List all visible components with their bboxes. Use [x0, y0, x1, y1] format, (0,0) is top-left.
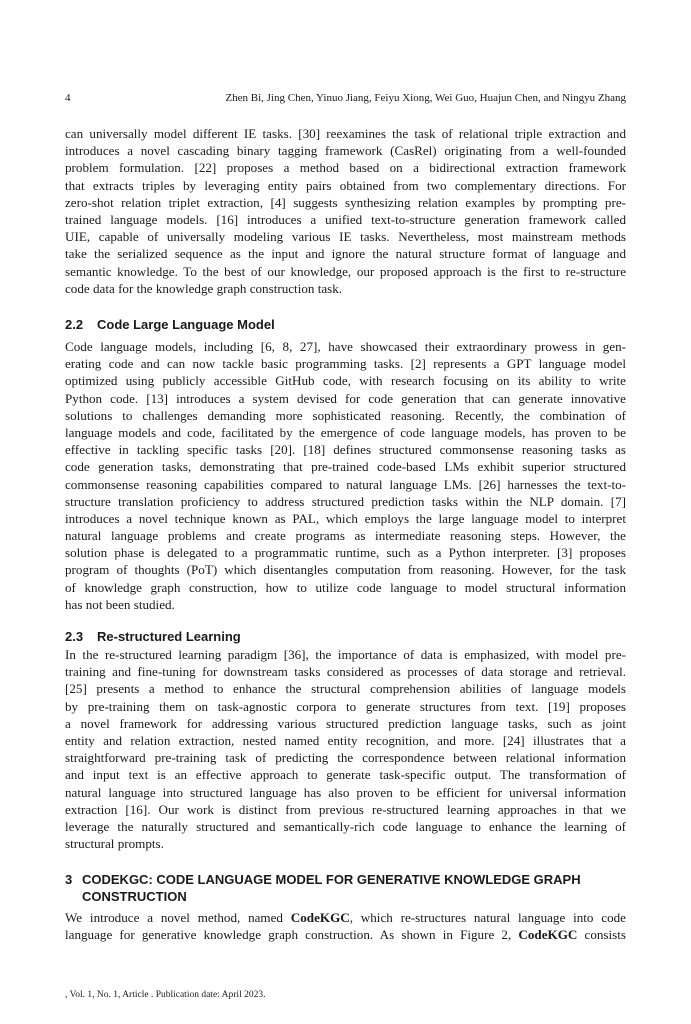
text-line: code generation tasks, demonstrating that pre-trained code-based LMs exhibit superior structured [65, 459, 626, 475]
text-line: training and fine-tuning for downstream tasks considered as processes of data storage and retrieval. [65, 664, 626, 680]
text-line: In the re-structured learning paradigm [36], the importance of data is emphasized, with model pre- [65, 647, 626, 662]
section-title: Re-structured Learning [97, 629, 241, 644]
paragraph-ie-methods [65, 125, 626, 297]
section-number: 2.3 [65, 629, 84, 644]
text-line: erating code and can now tackle basic programming tasks. [2] represents a GPT language model [65, 356, 626, 372]
section-number: 3 [65, 872, 73, 887]
text-line: semantic knowledge. To the best of our knowledge, our proposed approach is the first to re-structure [65, 263, 626, 279]
section-heading-2-3 [65, 628, 241, 645]
text-line: effective in tackling specific tasks [20]. [18] defines structured commonsense reasoning tasks as [65, 442, 626, 458]
text-line: has not been studied. [65, 596, 175, 612]
section-title-line-1: CODEKGC: CODE LANGUAGE MODEL FOR GENERATIVE KNOWLEDGE GRAPH [82, 872, 581, 887]
text-line: a novel framework for addressing various structured prediction language tasks, such as joint [65, 715, 626, 731]
paragraph-code-llm [65, 338, 626, 613]
method-name: CodeKGC [518, 927, 578, 943]
text-line: zero-shot relation triplet extraction, [4] suggests synthesizing relation examples by prompting pre- [65, 194, 626, 210]
section-title-line-2: CONSTRUCTION [82, 889, 187, 904]
text-line: solutions to challenges demanding more sophisticated reasoning. Recently, the combination of [65, 407, 626, 423]
paragraph-codekgc-intro [65, 909, 626, 943]
text-line: Code language models, including [6, 8, 27], have showcased their extraordinary prowess in gen- [65, 339, 626, 354]
text-line: structure translation proficiency to address structured prediction tasks within the NLP domain. [7] [65, 493, 626, 509]
method-name: CodeKGC [290, 910, 350, 925]
text-line: Python code. [13] introduces a system devised for code generation that can generate innovative [65, 390, 626, 406]
text-line: extraction [16]. Our work is distinct from previous re-structured learning approaches in that we [65, 801, 626, 817]
text-line: UIE, capable of universally modeling various IE tasks. Nevertheless, most mainstream methods [65, 229, 626, 245]
section-heading-2-2 [65, 316, 275, 333]
text-line: take the serialized sequence as the input and ignore the natural structure format of language and [65, 246, 626, 262]
text-line: solution phase is delegated to a programmatic runtime, such as a Python interpreter. [3] proposes [65, 545, 626, 561]
text-line: problem formulation. [22] proposes a method based on a bidirectional extraction framework [65, 160, 626, 176]
text-line: optimized using publicly accessible GitHub code, with research focusing on its ability to write [65, 373, 626, 389]
text-line: entity and relation extraction, nested named entity recognition, and more. [24] illustrates that a [65, 732, 626, 748]
text-line: leverage the naturally structured and semantically-rich code language to enhance the learning of [65, 818, 626, 834]
text-line: We introduce a novel method, named CodeKGC, which re-structures natural language into code [65, 910, 626, 925]
text-line: of knowledge graph construction, how to utilize code language to model structural information [65, 579, 626, 595]
text-line: by pre-training them on task-agnostic corpora to generate structures from text. [19] proposes [65, 698, 626, 714]
text-line: can universally model different IE tasks. [30] reexamines the task of relational triple extraction and [65, 126, 626, 141]
page-number: 4 [65, 92, 71, 104]
text-line: and input text is an effective approach to generate task-specific output. The transformation of [65, 767, 626, 783]
text-line: trained language models. [16] introduces a unified text-to-structure generation framework called [65, 211, 626, 227]
text-line: program of thoughts (PoT) which disentangles computation from reasoning. However, for the task [65, 562, 626, 578]
text-line: language for generative knowledge graph construction. As shown in Figure 2, CodeKGC consists [65, 927, 626, 943]
text-line: introduces a novel cascading binary tagging framework (CasRel) originating from a well-founded [65, 143, 626, 159]
section-heading-3 [65, 871, 626, 905]
paragraph-restructured-learning [65, 646, 626, 852]
page-footer: , Vol. 1, No. 1, Article . Publication date: April 2023. [65, 990, 266, 1000]
text-line: natural language into structured language has also proven to be efficient for universal information [65, 784, 626, 800]
text-line: [25] presents a method to enhance the structural comprehension abilities of language models [65, 681, 626, 697]
section-number: 2.2 [65, 317, 84, 332]
section-title: Code Large Language Model [97, 317, 275, 332]
text-line: commonsense reasoning capabilities compared to natural language LMs. [26] harnesses the text-to- [65, 476, 626, 492]
text-line: structural prompts. [65, 836, 164, 852]
text-line: introduces a novel technique known as PAL, which employs the large language model to interpret [65, 510, 626, 526]
author-list: Zhen Bi, Jing Chen, Yinuo Jiang, Feiyu Xiong, Wei Guo, Huajun Chen, and Ningyu Zhang [225, 92, 626, 104]
text-line: that extracts triples by leveraging entity pairs obtained from two complementary directions. For [65, 177, 626, 193]
text-line: straightforward pre-training task of predicting the correspondence between relational information [65, 750, 626, 766]
text-line: language models and code, facilitated by the emergence of code language models, has proven to be [65, 424, 626, 440]
text-line: code data for the knowledge graph construction task. [65, 280, 343, 296]
text-line: natural language problems and create programs as intermediate reasoning steps. However, the [65, 528, 626, 544]
